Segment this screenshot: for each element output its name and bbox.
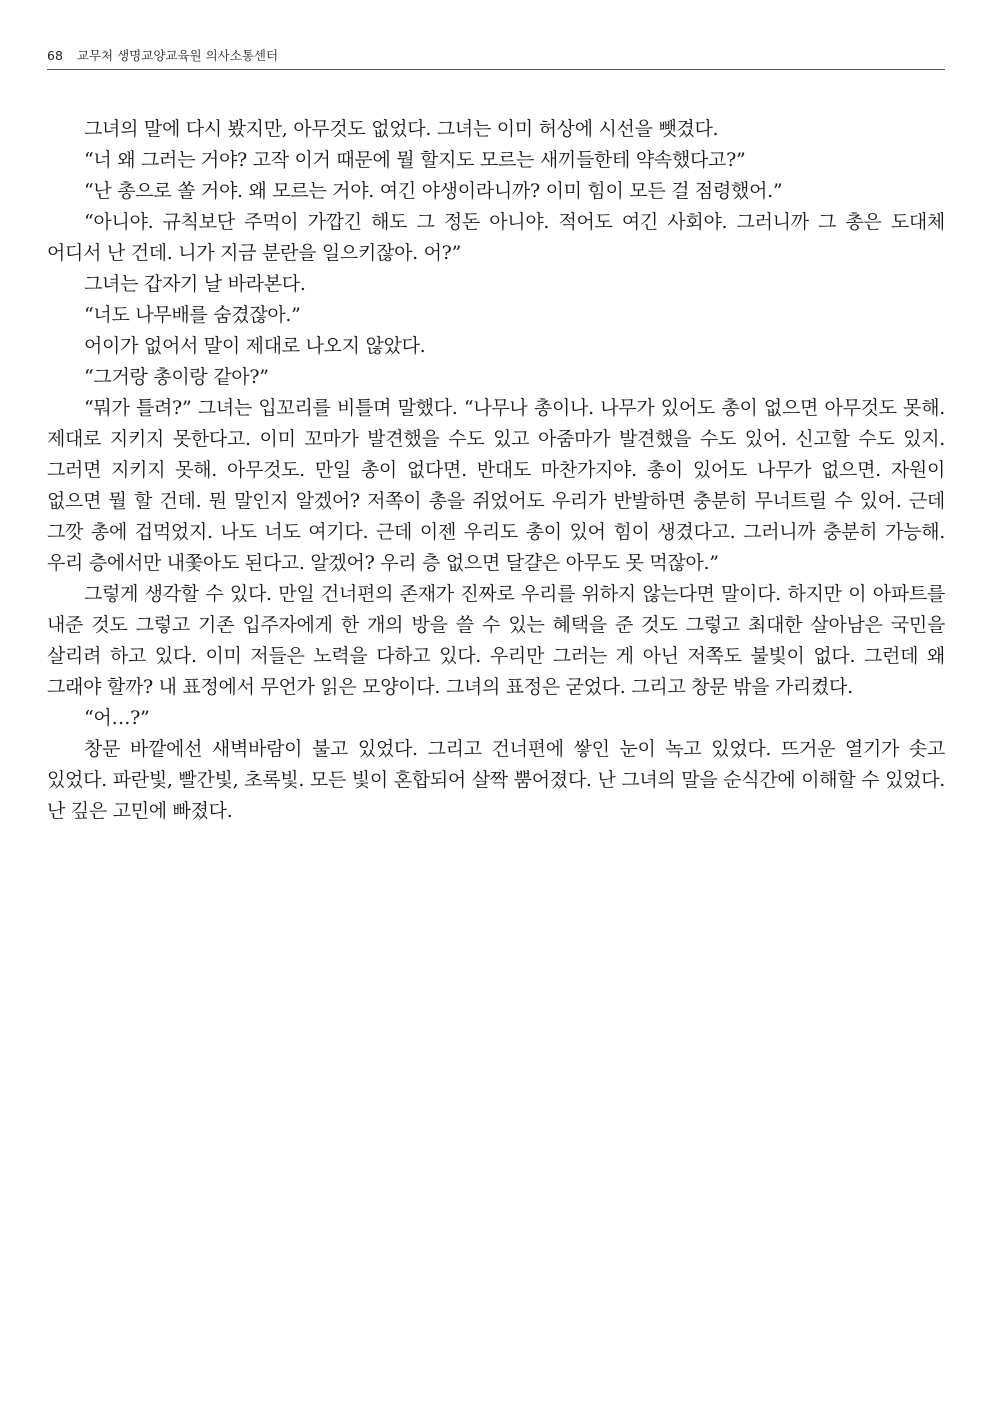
paragraph: 창문 바깥에선 새벽바람이 불고 있었다. 그리고 건너편에 쌓인 눈이 녹고 있었다. 뜨거운 열기가 솟고 있었다. 파란빛, 빨간빛, 초록빛. 모든 빛이 혼합되어 살짝 뿜어졌다. 난 그녀의 말을 순식간에 이해할 수 있었다. 난 깊은 고민에 빠졌다. [47, 738, 945, 822]
paragraph: 그녀의 말에 다시 봤지만, 아무것도 없었다. 그녀는 이미 허상에 시선을 뺏겼다. [84, 118, 719, 140]
paragraph: “너도 나무배를 숨겼잖아.” [84, 304, 301, 326]
paragraph: 그렇게 생각할 수 있다. 만일 건너편의 존재가 진짜로 우리를 위하지 않는다면 말이다. 하지만 이 아파트를 내준 것도 그렇고 기존 입주자에게 한 개의 방을 쓸 수 있는 혜택을 준 것도 그렇고 최대한 살아남은 국민을 살리려 하고 있다. 이미 저들은 노력을 다하고 있다. 우리만 그러는 게 아닌 저쪽도 불빛이 없다. 그런데 왜 그래야 할까? 내 표정에서 무언가 읽은 모양이다. 그녀의 표정은 굳었다. 그리고 창문 밖을 가리켰다. [47, 583, 945, 698]
page-number: 68 [47, 48, 63, 63]
paragraph: “난 총으로 쏠 거야. 왜 모르는 거야. 여긴 야생이라니까? 이미 힘이 모든 걸 점령했어.” [84, 180, 783, 202]
paragraph: “그거랑 총이랑 같아?” [84, 366, 269, 388]
paragraph: “너 왜 그러는 거야? 고작 이거 때문에 뭘 할지도 모르는 새끼들한테 약속했다고?” [84, 149, 746, 171]
paragraph: “뭐가 틀려?” 그녀는 입꼬리를 비틀며 말했다. “나무나 총이나. 나무가 있어도 총이 없으면 아무것도 못해. 제대로 지키지 못한다고. 이미 꼬마가 발견했을 수도 있고 아줌마가 발견했을 수도 있어. 신고할 수도 있지. 그러면 지키지 못해. 아무것도. 만일 총이 없다면. 반대도 마찬가지야. 총이 있어도 나무가 없으면. 자원이 없으면 뭘 할 건데. 뭔 말인지 알겠어? 저쪽이 총을 쥐었어도 우리가 반발하면 충분히 무너트릴 수 있어. 근데 그깟 총에 겁먹었지. 나도 너도 여기다. 근데 이젠 우리도 총이 있어 힘이 생겼다고. 그러니까 충분히 가능해. 우리 층에서만 내쫓아도 된다고. 알겠어? 우리 층 없으면 달걀은 아무도 못 먹잖아.” [47, 397, 945, 574]
paragraph: “아니야. 규칙보단 주먹이 가깝긴 해도 그 정돈 아니야. 적어도 여긴 사회야. 그러니까 그 총은 도대체 어디서 난 건데. 니가 지금 분란을 일으키잖아. 어?” [47, 211, 945, 264]
paragraph: “어…?” [84, 707, 150, 729]
paragraph: 그녀는 갑자기 날 바라본다. [84, 273, 306, 295]
page-header [47, 47, 945, 70]
paragraph: 어이가 없어서 말이 제대로 나오지 않았다. [84, 335, 426, 357]
body-text [47, 114, 945, 827]
running-title: 교무처 생명교양교육원 의사소통센터 [76, 48, 279, 63]
